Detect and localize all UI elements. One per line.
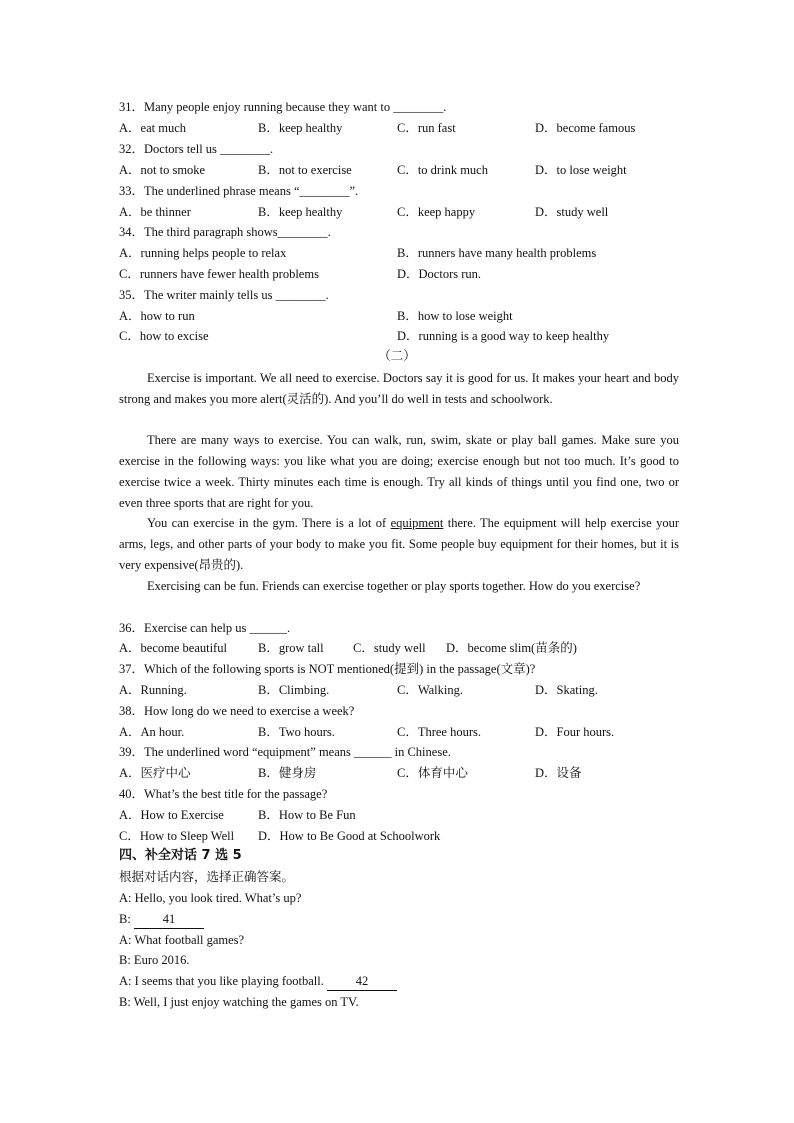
question-37-option-a: A．Running. [119, 683, 187, 697]
dialogue-line-6: B: Well, I just enjoy watching the games on TV. [119, 995, 359, 1009]
question-40-option-a: A．How to Exercise [119, 808, 224, 822]
question-38-option-a: A．An hour. [119, 725, 185, 739]
question-38-option-b: B．Two hours. [258, 725, 335, 739]
passage-paragraph-3 [119, 513, 679, 576]
question-40-option-c: C．How to Sleep Well [119, 829, 235, 843]
question-31-option-a: A．eat much [119, 121, 186, 135]
question-32-stem: 32．Doctors tell us ________. [119, 142, 274, 156]
question-39-stem: 39．The underlined word “equipment” means ______ in Chinese. [119, 745, 451, 759]
question-35-option-a: A．how to run [119, 309, 195, 323]
question-36-option-b: B．grow tall [258, 641, 324, 655]
question-31-option-c: C．run fast [397, 121, 456, 135]
question-32-option-b: B．not to exercise [258, 163, 352, 177]
section-2-title: （二） [378, 349, 416, 363]
dialogue-line-5 [119, 972, 397, 990]
question-33-option-c: C．keep happy [397, 205, 476, 219]
underlined-word-equipment: equipment [390, 516, 444, 530]
dialogue-line-5-text: A: I seems that you like playing football. [119, 974, 327, 988]
question-34-stem: 34．The third paragraph shows________. [119, 225, 331, 239]
question-38-option-c: C．Three hours. [397, 725, 482, 739]
question-34-option-a: A．running helps people to relax [119, 246, 287, 260]
question-40-stem: 40．What’s the best title for the passage? [119, 787, 328, 801]
blank-42[interactable]: 42 [327, 972, 397, 991]
dialogue-line-4: B: Euro 2016. [119, 953, 190, 967]
blank-41[interactable]: 41 [134, 910, 204, 929]
question-33-option-a: A．be thinner [119, 205, 191, 219]
passage-paragraph-3-part-2: there. The equipment will help exercise your arms, legs, and other parts of your body to make you fit. Some people buy equipment for their homes, but it is very expensive(昂贵的). [119, 516, 679, 572]
question-34-option-b: B．runners have many health problems [397, 246, 597, 260]
question-31-option-b: B．keep healthy [258, 121, 343, 135]
passage-paragraph-2: There are many ways to exercise. You can walk, run, swim, skate or play ball games. Make sure you exercise in the following ways: you like what you are doing; exercise enough but not too much. It’s good to exercise twice a week. Thirty minutes each time is enough. Try all kinds of things until you find one, two or even three sports that are right for you. [119, 433, 679, 510]
question-40-option-b: B．How to Be Fun [258, 808, 356, 822]
question-36-option-d: D．become slim(苗条的) [446, 641, 577, 655]
question-39-option-b: B．健身房 [258, 766, 317, 780]
question-32-option-d: D．to lose weight [535, 163, 627, 177]
dialogue-line-1: A: Hello, you look tired. What’s up? [119, 891, 302, 905]
question-39-option-d: D．设备 [535, 766, 582, 780]
question-32-option-a: A．not to smoke [119, 163, 206, 177]
question-33-option-b: B．keep healthy [258, 205, 343, 219]
question-36-option-c: C．study well [353, 641, 426, 655]
question-40-option-d: D．How to Be Good at Schoolwork [258, 829, 441, 843]
question-34-option-c: C．runners have fewer health problems [119, 267, 319, 281]
question-37-option-d: D．Skating. [535, 683, 598, 697]
section-4-instruction: 根据对话内容，选择正确答案。 [119, 869, 295, 884]
passage-paragraph-1: Exercise is important. We all need to exercise. Doctors say it is good for us. It makes your heart and body strong and makes you more alert(灵活的). And you’ll do well in tests and schoolwork. [119, 371, 679, 406]
question-35-option-c: C．how to excise [119, 329, 209, 343]
dialogue-line-2-speaker: B: [119, 912, 134, 926]
question-35-option-d: D．running is a good way to keep healthy [397, 329, 610, 343]
dialogue-line-2 [119, 910, 204, 928]
passage-paragraph-3-part-1: You can exercise in the gym. There is a lot of [147, 516, 391, 530]
question-35-option-b: B．how to lose weight [397, 309, 513, 323]
question-31-option-d: D．become famous [535, 121, 636, 135]
dialogue-line-3: A: What football games? [119, 933, 245, 947]
question-37-option-c: C．Walking. [397, 683, 464, 697]
section-4-title: 四、补全对话 7 选 5 [119, 848, 242, 863]
question-39-option-c: C．体育中心 [397, 766, 468, 780]
question-36-stem: 36．Exercise can help us ______. [119, 621, 291, 635]
question-34-option-d: D．Doctors run. [397, 267, 482, 281]
question-36-option-a: A．become beautiful [119, 641, 227, 655]
question-38-option-d: D．Four hours. [535, 725, 615, 739]
question-31-stem: 31．Many people enjoy running because they want to ________. [119, 100, 447, 114]
question-39-option-a: A．医疗中心 [119, 766, 191, 780]
question-38-stem: 38．How long do we need to exercise a week? [119, 704, 355, 718]
question-35-stem: 35．The writer mainly tells us ________. [119, 288, 329, 302]
question-33-stem: 33．The underlined phrase means “________”. [119, 184, 359, 198]
question-37-option-b: B．Climbing. [258, 683, 330, 697]
passage-paragraph-4: Exercising can be fun. Friends can exercise together or play sports together. How do you exercise? [147, 579, 641, 593]
question-37-stem: 37．Which of the following sports is NOT mentioned(提到) in the passage(文章)? [119, 662, 536, 676]
question-33-option-d: D．study well [535, 205, 609, 219]
question-32-option-c: C．to drink much [397, 163, 488, 177]
